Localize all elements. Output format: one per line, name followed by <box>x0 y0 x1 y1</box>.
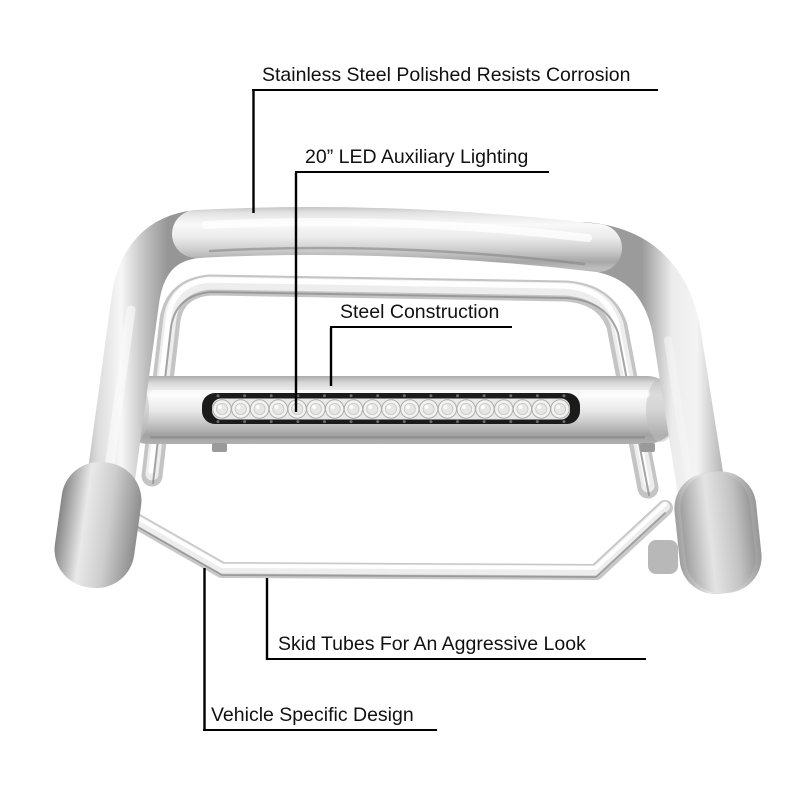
rivet <box>243 394 246 397</box>
rivet <box>296 420 299 423</box>
led-glint <box>331 405 335 409</box>
led-reflector <box>367 403 378 414</box>
led-glint <box>443 405 447 409</box>
rivet <box>270 394 273 397</box>
led-reflector <box>385 403 396 414</box>
led-glint <box>387 405 391 409</box>
rivet <box>376 394 379 397</box>
led-glint <box>368 405 372 409</box>
rivet <box>509 394 512 397</box>
led-glint <box>312 405 316 409</box>
led-reflector <box>479 403 490 414</box>
led-reflector <box>329 403 340 414</box>
mount-tab-right <box>640 443 655 452</box>
rivet <box>243 420 246 423</box>
led-reflector <box>498 403 509 414</box>
callout-label-led-lighting: 20” LED Auxiliary Lighting <box>295 147 549 173</box>
led-lenses <box>213 400 569 418</box>
led-glint <box>256 405 260 409</box>
rivet <box>456 394 459 397</box>
led-reflector <box>461 403 472 414</box>
led-reflector <box>235 403 246 414</box>
led-glint <box>274 405 278 409</box>
rivet <box>217 394 220 397</box>
rivet <box>509 420 512 423</box>
rivet <box>456 420 459 423</box>
led-reflector <box>254 403 265 414</box>
rivet <box>270 420 273 423</box>
rivet <box>403 420 406 423</box>
led-glint <box>537 405 541 409</box>
callout-label-corrosion: Stainless Steel Polished Resists Corrosion <box>252 65 658 91</box>
led-reflector <box>273 403 284 414</box>
led-reflector <box>216 403 227 414</box>
main-hoop-left-foot <box>50 457 147 593</box>
rivet <box>563 420 566 423</box>
led-reflector <box>554 403 565 414</box>
led-reflector <box>310 403 321 414</box>
led-glint <box>462 405 466 409</box>
led-glint <box>556 405 560 409</box>
right-foot-bracket <box>648 540 678 574</box>
led-glint <box>349 405 353 409</box>
rivet <box>403 394 406 397</box>
mount-tab-left <box>212 443 227 452</box>
led-glint <box>425 405 429 409</box>
led-glint <box>481 405 485 409</box>
led-reflector <box>404 403 415 414</box>
rivet <box>429 420 432 423</box>
rivet <box>217 420 220 423</box>
led-reflector <box>517 403 528 414</box>
rivet <box>323 394 326 397</box>
rivet <box>429 394 432 397</box>
rivet <box>350 394 353 397</box>
rivet <box>323 420 326 423</box>
rivet <box>376 420 379 423</box>
skid-tube <box>108 501 665 577</box>
rivet <box>563 394 566 397</box>
led-reflector <box>536 403 547 414</box>
led-glint <box>237 405 241 409</box>
rivet <box>483 394 486 397</box>
rivet <box>536 394 539 397</box>
led-glint <box>218 405 222 409</box>
led-glint <box>500 405 504 409</box>
led-light-bar <box>202 393 580 424</box>
led-glint <box>406 405 410 409</box>
rivet <box>350 420 353 423</box>
led-reflector <box>442 403 453 414</box>
callout-label-vehicle-specific: Vehicle Specific Design <box>203 705 437 731</box>
callout-label-skid-tubes: Skid Tubes For An Aggressive Look <box>266 634 646 660</box>
led-reflector <box>423 403 434 414</box>
callout-label-steel-construction: Steel Construction <box>330 302 512 328</box>
led-reflector <box>348 403 359 414</box>
led-glint <box>518 405 522 409</box>
rivet <box>536 420 539 423</box>
rivet <box>483 420 486 423</box>
